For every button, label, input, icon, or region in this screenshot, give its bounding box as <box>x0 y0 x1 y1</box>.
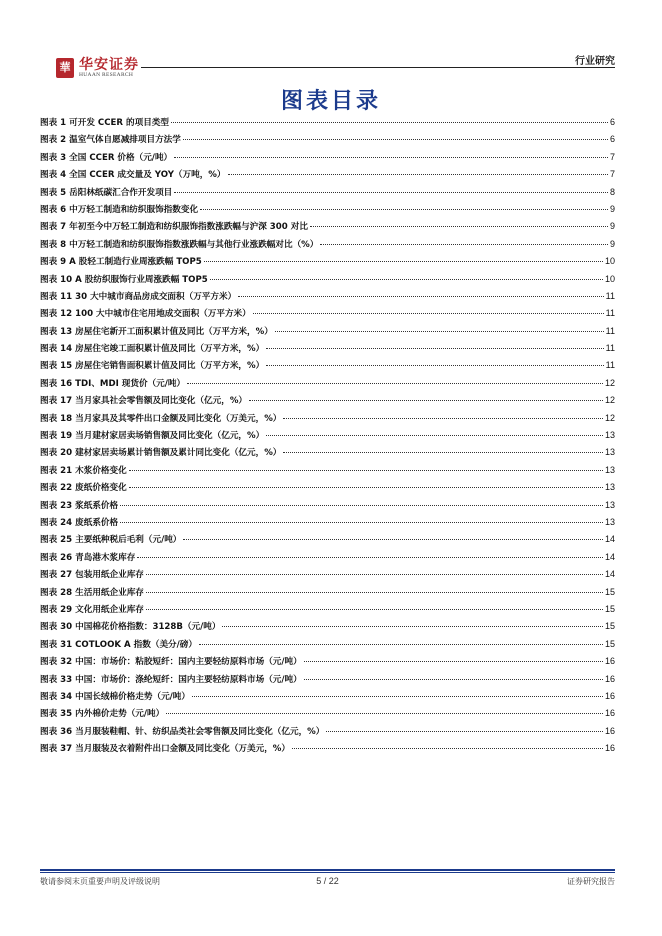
toc-entry[interactable] <box>40 481 615 498</box>
toc-entry-page[interactable]: 13 <box>604 464 615 475</box>
page-footer <box>40 869 615 889</box>
toc-entry-label[interactable]: 图表 33 中国：市场价：涤纶短纤：国内主要轻纺原料市场（元/吨） <box>40 674 302 685</box>
toc-entry-page[interactable]: 14 <box>604 551 615 562</box>
toc-entry-label[interactable]: 图表 31 COTLOOK A 指数（美分/磅） <box>40 639 197 650</box>
toc-leader-dots <box>320 244 608 245</box>
toc-entry-page[interactable]: 7 <box>609 151 615 162</box>
toc-entry-page[interactable]: 16 <box>604 708 615 719</box>
toc-leader-dots <box>283 418 603 419</box>
toc-entry[interactable] <box>40 273 615 290</box>
toc-entry-page[interactable]: 12 <box>604 377 615 388</box>
toc-leader-dots <box>275 331 604 332</box>
toc-leader-dots <box>146 592 603 593</box>
toc-entry-page[interactable]: 11 <box>605 308 615 319</box>
toc-entry-page[interactable]: 10 <box>604 273 615 284</box>
toc-entry[interactable] <box>40 133 615 150</box>
toc-entry-label[interactable]: 图表 8 中万轻工制造和纺织服饰指数涨跌幅与其他行业涨跌幅对比（%） <box>40 239 319 250</box>
toc-entry-page[interactable]: 15 <box>604 603 615 614</box>
header-divider <box>141 67 615 68</box>
toc-entry[interactable] <box>40 464 615 481</box>
toc-leader-dots <box>249 400 603 401</box>
toc-entry[interactable] <box>40 429 615 446</box>
toc-entry[interactable] <box>40 394 615 411</box>
toc-entry[interactable] <box>40 620 615 637</box>
toc-entry-page[interactable]: 16 <box>604 743 615 754</box>
toc-entry[interactable] <box>40 325 615 342</box>
toc-entry-label[interactable]: 图表 26 青岛港木浆库存 <box>40 552 136 563</box>
toc-entry-label[interactable]: 图表 13 房屋住宅新开工面积累计值及同比（万平方米，%） <box>40 326 273 337</box>
toc-leader-dots <box>283 452 603 453</box>
toc-entry[interactable] <box>40 707 615 724</box>
toc-leader-dots <box>146 574 603 575</box>
toc-entry[interactable] <box>40 186 615 203</box>
toc-entry-label[interactable]: 图表 1 可开发 CCER 的项目类型 <box>40 118 169 128</box>
toc-entry-page[interactable]: 14 <box>604 569 615 580</box>
toc-entry[interactable] <box>40 203 615 220</box>
toc-entry-page[interactable]: 13 <box>604 430 615 441</box>
toc-entry[interactable] <box>40 412 615 429</box>
toc-leader-dots <box>204 261 603 262</box>
toc-entry[interactable] <box>40 307 615 324</box>
toc-entry-page[interactable]: 12 <box>604 412 615 423</box>
toc-leader-dots <box>304 661 603 662</box>
toc-leader-dots <box>146 609 603 610</box>
toc-entry[interactable] <box>40 116 615 133</box>
toc-entry[interactable] <box>40 220 615 237</box>
toc-entry-label[interactable]: 图表 3 全国 CCER 价格（元/吨） <box>40 152 173 163</box>
toc-entry-page[interactable]: 9 <box>609 238 615 249</box>
toc-entry-label[interactable]: 图表 9 A 股轻工制造行业周涨跌幅 TOP5 <box>40 257 202 268</box>
toc-entry-page[interactable]: 16 <box>604 656 615 667</box>
toc-leader-dots <box>292 748 603 749</box>
toc-leader-dots <box>183 139 608 140</box>
toc-entry-label[interactable]: 图表 35 内外棉价走势（元/吨） <box>40 709 165 720</box>
toc-entry[interactable] <box>40 603 615 620</box>
footer-disclaimer: 敬请参阅末页重要声明及评级说明 <box>40 877 160 886</box>
toc-entry-label[interactable]: 图表 5 岳阳林纸碳汇合作开发项目 <box>40 187 173 198</box>
toc-leader-dots <box>129 487 603 488</box>
toc-leader-dots <box>228 174 608 175</box>
toc-entry-label[interactable]: 图表 21 木浆价格变化 <box>40 465 127 476</box>
toc-entry[interactable] <box>40 151 615 168</box>
toc-entry[interactable] <box>40 359 615 376</box>
toc-entry-label[interactable]: 图表 19 当月建材家居卖场销售额及同比变化（亿元，%） <box>40 431 265 442</box>
toc-entry[interactable] <box>40 516 615 533</box>
toc-entry[interactable] <box>40 533 615 550</box>
toc-entry[interactable] <box>40 377 615 394</box>
toc-leader-dots <box>192 696 603 697</box>
toc-entry-label[interactable]: 图表 15 房屋住宅销售面积累计值及同比（万平方米，%） <box>40 361 265 372</box>
toc-entry[interactable] <box>40 568 615 585</box>
toc-leader-dots <box>120 505 603 506</box>
toc-entry[interactable] <box>40 551 615 568</box>
toc-leader-dots <box>183 539 603 540</box>
toc-entry[interactable] <box>40 655 615 672</box>
toc-entry-page[interactable]: 13 <box>604 516 615 527</box>
toc-leader-dots <box>238 296 603 297</box>
toc-entry[interactable] <box>40 238 615 255</box>
toc-entry-page[interactable]: 6 <box>609 134 615 145</box>
footer-report-type: 证券研究报告 <box>567 877 615 886</box>
toc-leader-dots <box>129 470 603 471</box>
toc-entry[interactable] <box>40 673 615 690</box>
toc-entry-page[interactable]: 16 <box>604 690 615 701</box>
logo-seal-icon: 華 <box>56 58 74 78</box>
toc-leader-dots <box>304 679 603 680</box>
toc-leader-dots <box>187 383 603 384</box>
toc-leader-dots <box>326 731 603 732</box>
toc-entry-page[interactable]: 16 <box>604 673 615 684</box>
toc-entry-label[interactable]: 图表 6 中万轻工制造和纺织服饰指数变化 <box>40 204 199 215</box>
toc-entry-label[interactable]: 图表 18 当月家具及其零件出口金额及同比变化（万美元，%） <box>40 413 282 424</box>
toc-leader-dots <box>266 435 603 436</box>
toc-leader-dots <box>266 365 603 366</box>
footer-divider-thin <box>40 872 615 873</box>
toc-entry-label[interactable]: 图表 20 建材家居卖场累计销售额及累计同比变化（亿元，%） <box>40 448 282 459</box>
toc-entry-label[interactable]: 图表 7 年初至今中万轻工制造和纺织服饰指数涨跌幅与沪深 300 对比 <box>40 222 308 233</box>
toc-entry[interactable] <box>40 290 615 307</box>
toc-entry[interactable] <box>40 255 615 272</box>
table-of-figures <box>40 116 615 759</box>
toc-entry-label[interactable]: 图表 32 中国：市场价：粘胶短纤：国内主要轻纺原料市场（元/吨） <box>40 657 302 668</box>
toc-leader-dots <box>200 209 608 210</box>
toc-entry-page[interactable]: 11 <box>605 360 615 371</box>
toc-leader-dots <box>310 226 608 227</box>
toc-entry-label[interactable]: 图表 36 当月服装鞋帽、针、纺织品类社会零售额及同比变化（亿元，%） <box>40 726 325 737</box>
toc-entry-label[interactable]: 图表 28 生活用纸企业库存 <box>40 587 144 598</box>
toc-entry-label[interactable]: 图表 30 中国棉花价格指数：3128B（元/吨） <box>40 622 221 633</box>
toc-entry-page[interactable]: 15 <box>604 621 615 632</box>
toc-entry-label[interactable]: 图表 2 温室气体自愿减排项目方法学 <box>40 135 181 146</box>
toc-entry-page[interactable]: 16 <box>604 725 615 736</box>
toc-entry-label[interactable]: 图表 11 30 大中城市商品房成交面积（万平方米） <box>40 291 237 302</box>
toc-entry-label[interactable]: 图表 37 当月服装及衣着附件出口金额及同比变化（万美元，%） <box>40 744 290 755</box>
toc-entry[interactable] <box>40 168 615 185</box>
toc-entry-label[interactable]: 图表 29 文化用纸企业库存 <box>40 604 144 615</box>
toc-leader-dots <box>222 626 603 627</box>
toc-entry-label[interactable]: 图表 16 TDI、MDI 现货价（元/吨） <box>40 378 186 389</box>
toc-entry-page[interactable]: 6 <box>609 117 615 127</box>
toc-leader-dots <box>266 348 603 349</box>
toc-entry-page[interactable]: 13 <box>604 447 615 458</box>
company-logo-name: 华安证券 <box>79 57 139 73</box>
toc-leader-dots <box>253 313 604 314</box>
toc-leader-dots <box>210 279 603 280</box>
toc-entry-page[interactable]: 15 <box>604 586 615 597</box>
toc-entry-page[interactable]: 13 <box>604 482 615 493</box>
toc-entry-page[interactable]: 9 <box>609 203 615 214</box>
toc-entry-page[interactable]: 9 <box>609 221 615 232</box>
toc-entry-label[interactable]: 图表 14 房屋住宅竣工面积累计值及同比（万平方米，%） <box>40 344 265 355</box>
toc-leader-dots <box>174 192 608 193</box>
toc-leader-dots <box>120 522 603 523</box>
toc-entry-page[interactable]: 10 <box>604 256 615 267</box>
page-number: 5 / 22 <box>316 876 339 886</box>
toc-entry-page[interactable]: 11 <box>605 290 615 301</box>
toc-leader-dots <box>171 122 608 123</box>
toc-entry[interactable] <box>40 446 615 463</box>
page-header <box>40 44 615 80</box>
toc-entry-page[interactable]: 11 <box>605 325 615 336</box>
toc-leader-dots <box>166 713 603 714</box>
toc-entry[interactable] <box>40 725 615 742</box>
toc-leader-dots <box>137 557 603 558</box>
report-section-label: 行业研究 <box>575 56 615 67</box>
toc-entry-label[interactable]: 图表 10 A 股纺织服饰行业周涨跌幅 TOP5 <box>40 274 208 285</box>
toc-entry-label[interactable]: 图表 12 100 大中城市住宅用地成交面积（万平方米） <box>40 309 251 320</box>
toc-entry-label[interactable]: 图表 22 废纸价格变化 <box>40 483 127 494</box>
toc-entry-page[interactable]: 13 <box>604 499 615 510</box>
toc-entry-label[interactable]: 图表 17 当月家具社会零售额及同比变化（亿元，%） <box>40 396 248 407</box>
toc-entry-page[interactable]: 8 <box>609 186 615 197</box>
toc-entry[interactable] <box>40 638 615 655</box>
toc-entry-page[interactable]: 11 <box>605 343 615 354</box>
footer-divider <box>40 869 615 871</box>
company-logo-subtitle: HUAAN RESEARCH <box>79 72 134 78</box>
toc-entry-label[interactable]: 图表 24 废纸系价格 <box>40 517 119 528</box>
toc-entry[interactable] <box>40 342 615 359</box>
toc-entry-label[interactable]: 图表 23 浆纸系价格 <box>40 500 119 511</box>
toc-entry-label[interactable]: 图表 25 主要纸种税后毛利（元/吨） <box>40 535 182 546</box>
toc-entry-page[interactable]: 15 <box>604 638 615 649</box>
toc-entry[interactable] <box>40 690 615 707</box>
page-title: 图表目录 <box>280 89 381 114</box>
toc-entry-label[interactable]: 图表 34 中国长绒棉价格走势（元/吨） <box>40 691 190 702</box>
toc-entry-page[interactable]: 7 <box>609 169 615 180</box>
toc-leader-dots <box>199 644 603 645</box>
toc-entry-label[interactable]: 图表 27 包装用纸企业库存 <box>40 570 144 581</box>
toc-entry[interactable] <box>40 742 615 759</box>
toc-entry-label[interactable]: 图表 4 全国 CCER 成交量及 YOY（万吨，%） <box>40 170 226 181</box>
toc-entry-page[interactable]: 14 <box>604 534 615 545</box>
toc-entry-page[interactable]: 12 <box>604 395 615 406</box>
toc-entry[interactable] <box>40 499 615 516</box>
toc-leader-dots <box>174 157 608 158</box>
toc-entry[interactable] <box>40 586 615 603</box>
